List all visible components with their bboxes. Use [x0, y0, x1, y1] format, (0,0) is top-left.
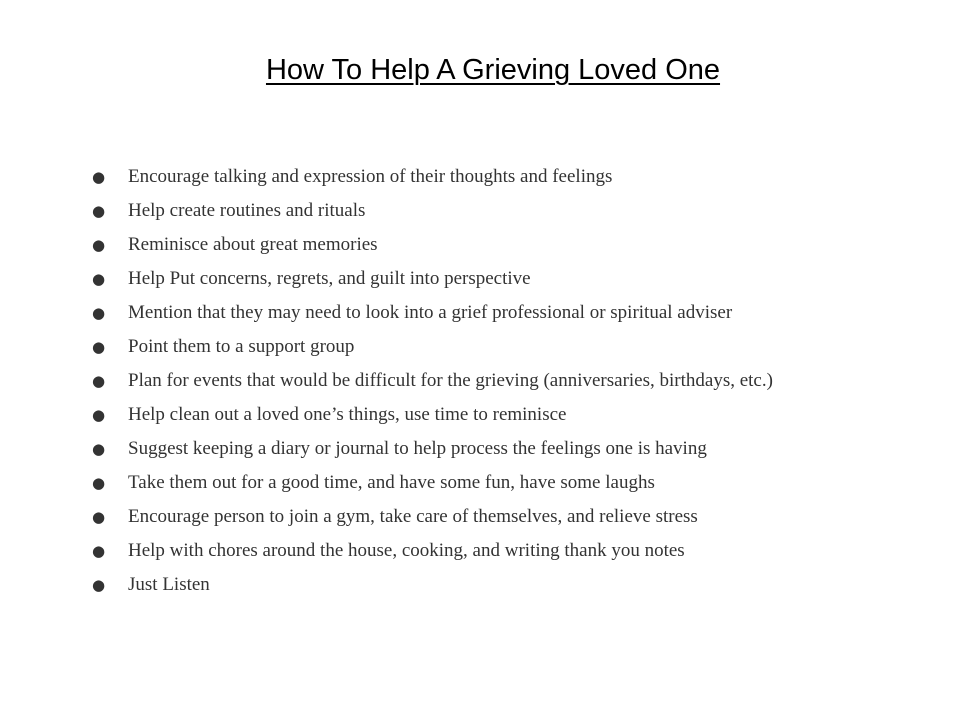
bullet-icon: ●: [92, 542, 106, 560]
list-item-text: Help create routines and rituals: [128, 200, 366, 221]
list-item: [0, 500, 960, 534]
list-item: [0, 534, 960, 568]
list-item-text: Help with chores around the house, cooking, and writing thank you notes: [128, 540, 685, 561]
list-item-text: Plan for events that would be difficult for the grieving (anniversaries, birthdays, etc.): [128, 370, 773, 391]
list-item: [0, 262, 960, 296]
bullet-list: [0, 160, 960, 602]
list-item-text: Take them out for a good time, and have some fun, have some laughs: [128, 472, 655, 493]
list-item-text: Just Listen: [128, 574, 210, 595]
bullet-icon: ●: [92, 236, 106, 254]
list-item-text: Suggest keeping a diary or journal to help process the feelings one is having: [128, 438, 707, 459]
list-item-text: Point them to a support group: [128, 336, 355, 357]
list-item: [0, 296, 960, 330]
bullet-icon: ●: [92, 338, 106, 356]
bullet-icon: ●: [92, 474, 106, 492]
page-title: How To Help A Grieving Loved One: [265, 54, 721, 86]
list-item-text: Reminisce about great memories: [128, 234, 378, 255]
bullet-icon: ●: [92, 508, 106, 526]
list-item-text: Help Put concerns, regrets, and guilt into perspective: [128, 268, 531, 289]
list-item: [0, 364, 960, 398]
list-item-text: Mention that they may need to look into a grief professional or spiritual adviser: [128, 302, 733, 323]
list-item-text: Help clean out a loved one’s things, use time to reminisce: [128, 404, 567, 425]
list-item: [0, 466, 960, 500]
list-item: [0, 568, 960, 602]
bullet-icon: ●: [92, 576, 106, 594]
list-item: [0, 160, 960, 194]
bullet-icon: ●: [92, 372, 106, 390]
list-item: [0, 330, 960, 364]
list-item: [0, 432, 960, 466]
list-item: [0, 194, 960, 228]
bullet-icon: ●: [92, 168, 106, 186]
list-item: [0, 398, 960, 432]
list-item-text: Encourage person to join a gym, take care of themselves, and relieve stress: [128, 506, 698, 527]
list-item-text: Encourage talking and expression of their thoughts and feelings: [128, 166, 613, 187]
bullet-icon: ●: [92, 202, 106, 220]
bullet-icon: ●: [92, 406, 106, 424]
bullet-icon: ●: [92, 440, 106, 458]
bullet-icon: ●: [92, 304, 106, 322]
bullet-icon: ●: [92, 270, 106, 288]
list-item: [0, 228, 960, 262]
